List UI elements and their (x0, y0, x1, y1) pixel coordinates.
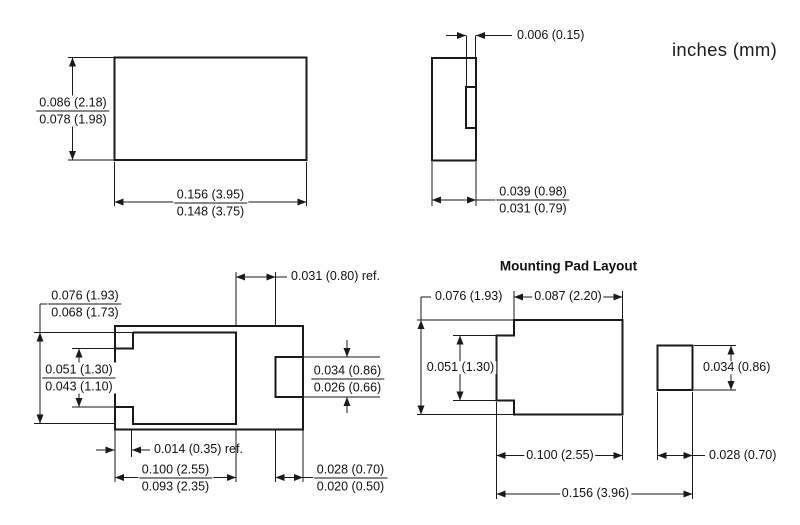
dim-terminal-length-min: 0.020 (0.50) (316, 479, 385, 493)
dim-mp-overall-span: 0.156 (3.96) (561, 486, 630, 501)
dim-body-width (173, 187, 248, 218)
dim-body-width-min: 0.148 (3.75) (176, 204, 245, 218)
dim-terminal-height-min: 0.026 (0.66) (313, 380, 382, 394)
dim-body-height-min: 0.078 (1.98) (39, 112, 107, 126)
side-view-terminal (466, 87, 476, 128)
dim-terminal-thickness: 0.006 (0.15) (517, 28, 585, 43)
dim-mp-pad1-width: 0.100 (2.55) (526, 447, 594, 462)
mounting-pad-primary (497, 320, 623, 415)
dim-body-height-max: 0.086 (2.18) (36, 95, 109, 111)
dim-terminal-height-max: 0.034 (0.86) (311, 363, 384, 379)
dim-mp-pad2-width: 0.028 (0.70) (709, 447, 777, 462)
dim-mp-notch-height: 0.051 (1.30) (426, 359, 495, 374)
bottom-view-pad (115, 333, 236, 425)
bottom-view-terminal (276, 357, 304, 397)
dim-body-thickness-min: 0.031 (0.79) (499, 201, 567, 216)
mounting-pad-title: Mounting Pad Layout (499, 258, 638, 274)
dim-body-thickness-max: 0.039 (0.98) (496, 185, 569, 201)
mounting-pad-secondary (658, 346, 693, 391)
dim-body-width-max: 0.156 (3.95) (174, 187, 247, 203)
dim-terminal-length-max: 0.028 (0.70) (314, 462, 387, 478)
dim-pad-width-min: 0.068 (1.73) (51, 305, 119, 320)
dim-terminal-length (313, 462, 388, 493)
dim-mp-pad1-height: 0.076 (1.93) (435, 289, 503, 304)
dim-pad-width (47, 289, 122, 320)
top-view-outline (115, 58, 307, 161)
dim-notch-width (41, 363, 116, 394)
dim-body-height (35, 95, 110, 126)
dim-mp-pad1-top-width: 0.087 (2.20) (534, 289, 602, 304)
dim-notch-width-max: 0.051 (1.30) (42, 363, 115, 379)
dim-terminal-inset-ref: 0.031 (0.80) ref. (291, 269, 380, 284)
dim-pad-length-min: 0.093 (2.35) (141, 479, 210, 493)
dim-edge-ref: 0.014 (0.35) ref. (154, 442, 243, 457)
dim-pad-width-max: 0.076 (1.93) (48, 289, 121, 305)
dim-terminal-height (310, 363, 385, 394)
side-view-outline (432, 58, 476, 161)
units-note: inches (mm) (672, 39, 778, 60)
dim-body-thickness (495, 185, 570, 216)
dim-mp-pad2-height: 0.034 (0.86) (703, 359, 771, 374)
dim-pad-length-max: 0.100 (2.55) (139, 462, 212, 478)
dim-pad-length (138, 462, 213, 493)
dim-notch-width-min: 0.043 (1.10) (45, 379, 113, 394)
